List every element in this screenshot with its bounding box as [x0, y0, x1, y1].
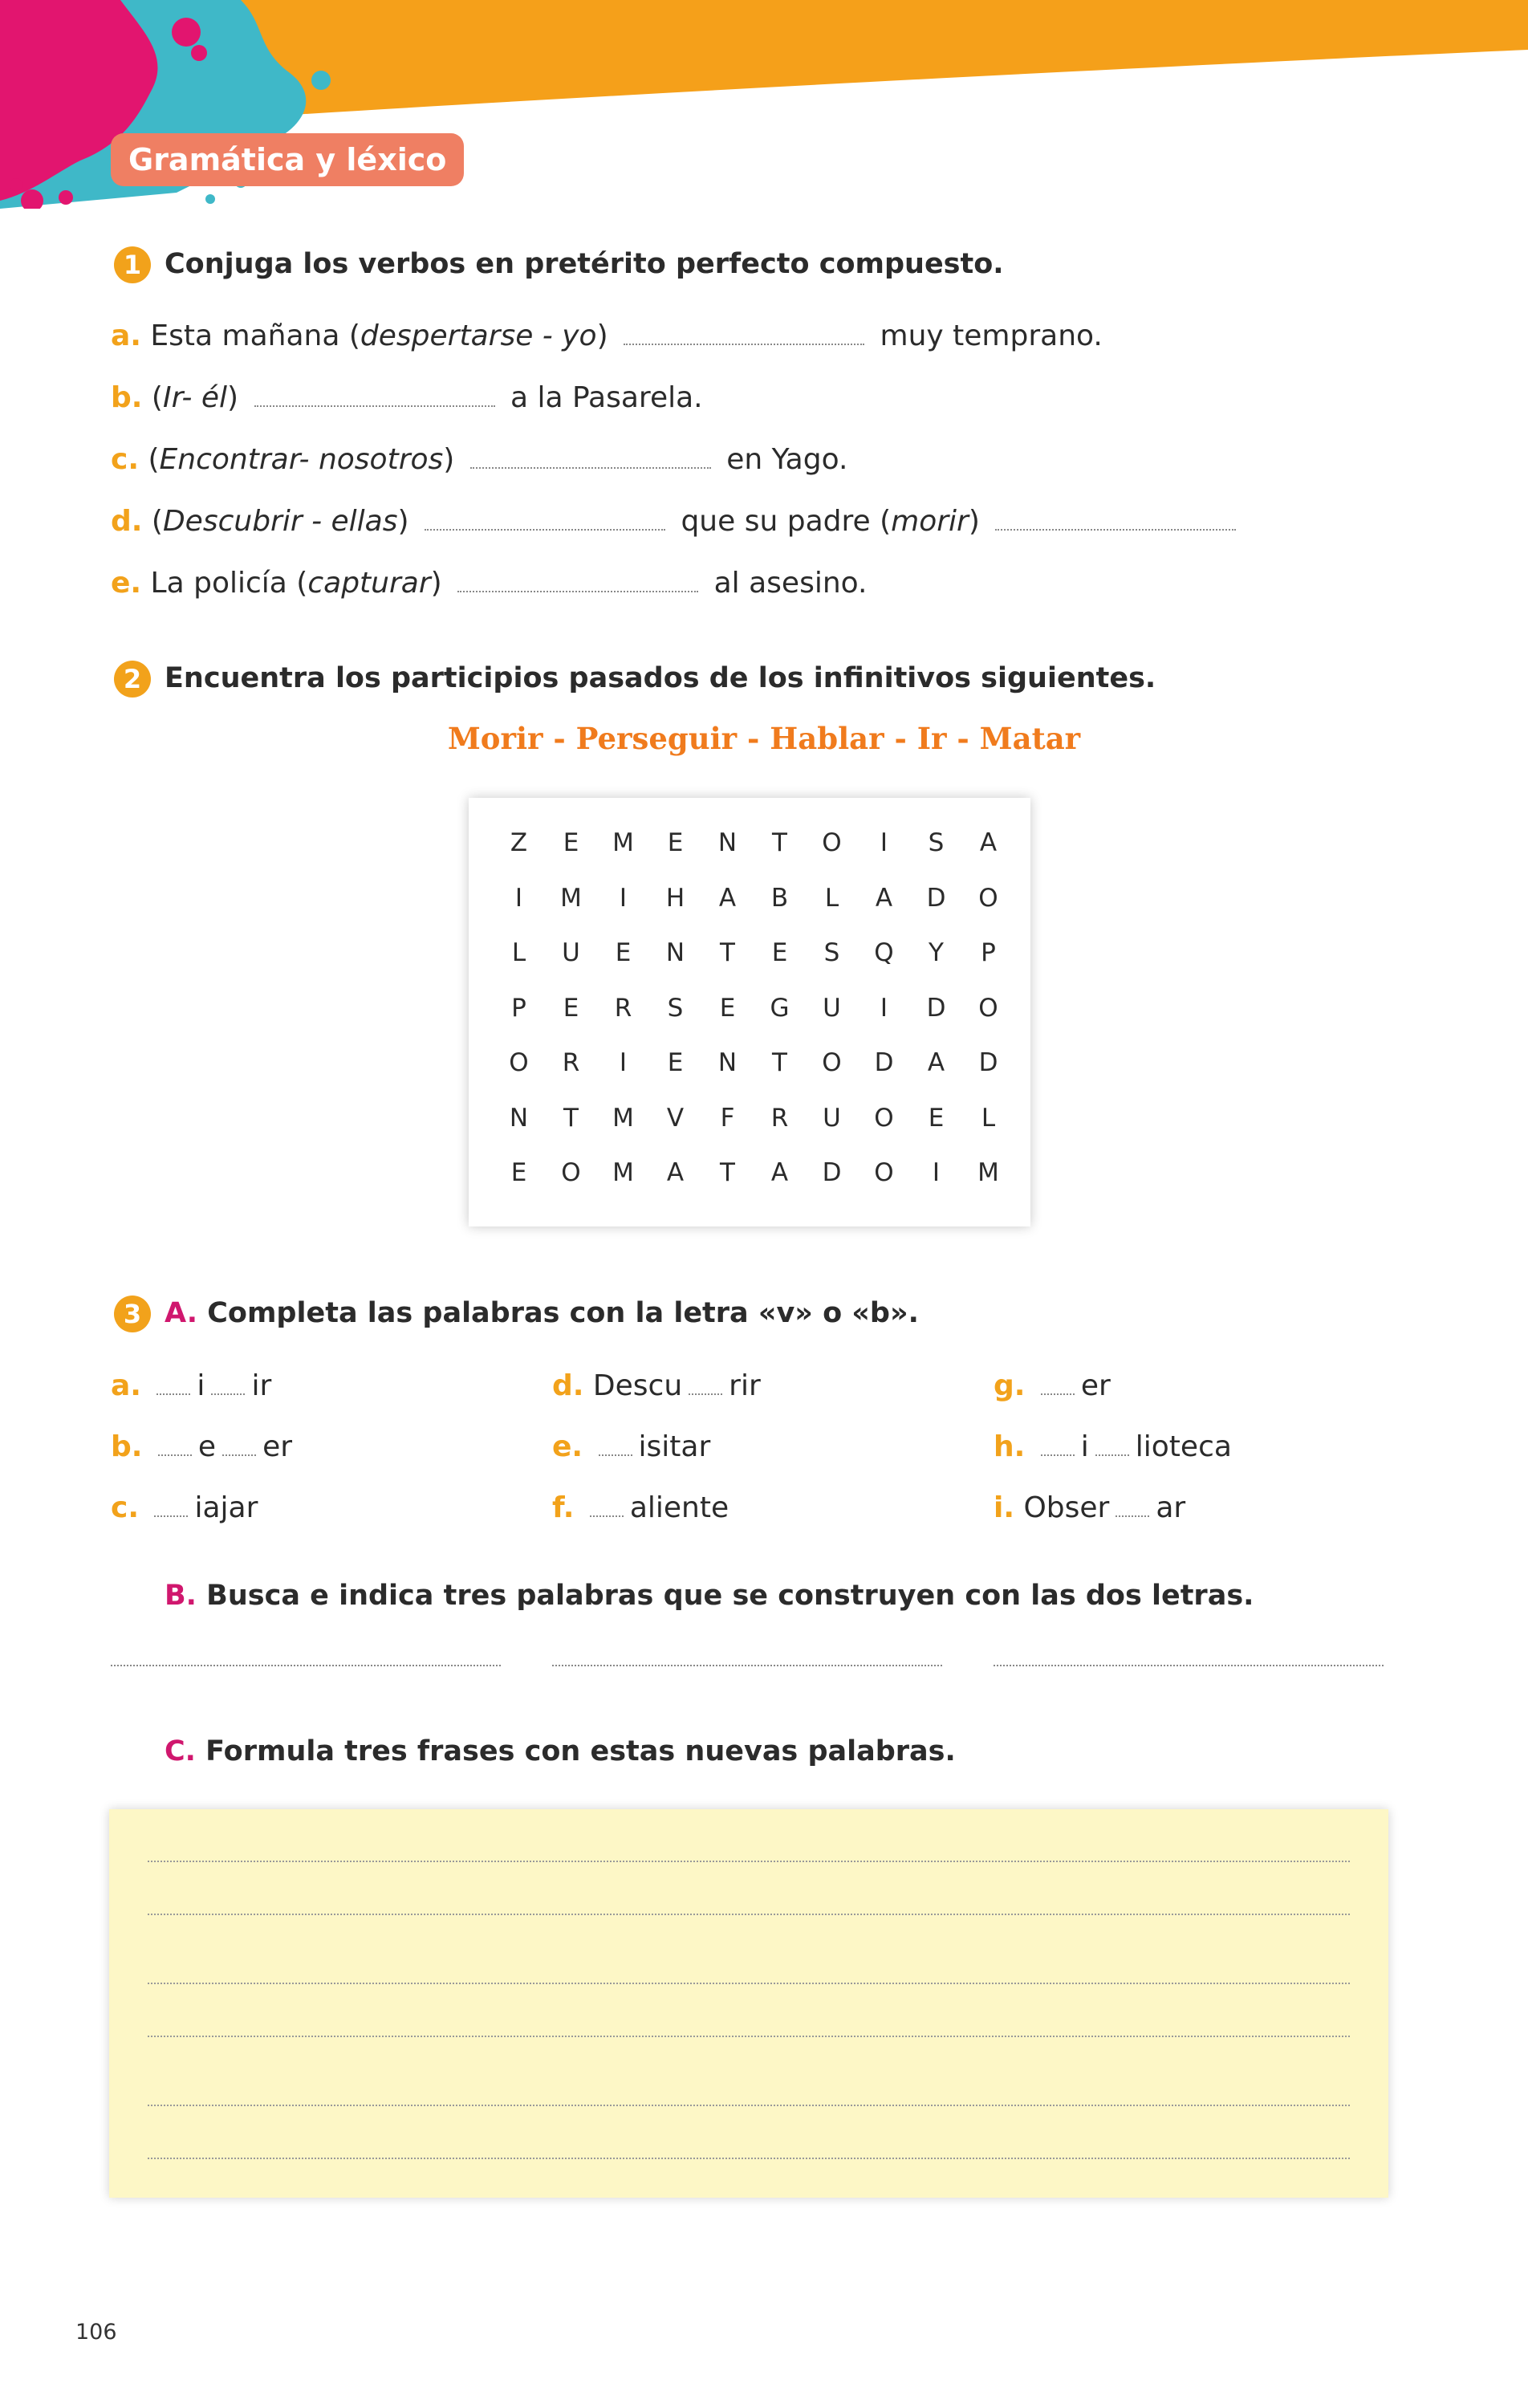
infinitives-list: Morir - Perseguir - Hablar - Ir - Matar: [447, 721, 1081, 756]
item-verb: despertarse - yo: [360, 319, 597, 352]
grid-cell[interactable]: T: [772, 828, 787, 857]
grid-cell[interactable]: R: [614, 993, 632, 1023]
item-text: aliente: [629, 1491, 729, 1524]
grid-cell[interactable]: E: [667, 1048, 684, 1077]
writing-line[interactable]: [148, 1861, 1350, 1862]
grid-cell[interactable]: Q: [874, 938, 894, 967]
answer-blank[interactable]: [624, 321, 864, 345]
item-verb: morir: [891, 505, 969, 538]
grid-cell[interactable]: E: [563, 828, 579, 857]
grid-cell[interactable]: P: [511, 993, 526, 1023]
section-title: Gramática y léxico: [111, 133, 464, 186]
grid-cell[interactable]: A: [979, 828, 998, 857]
grid-cell[interactable]: A: [927, 1048, 945, 1077]
letter-blank[interactable]: [590, 1495, 624, 1517]
grid-cell[interactable]: Y: [929, 938, 944, 967]
ex1-item-b: [111, 381, 703, 414]
answer-line[interactable]: [994, 1665, 1384, 1666]
exercise-2-title: Encuentra los participios pasados de los infinitivos siguientes.: [165, 662, 1156, 694]
exercise-3b-heading: [165, 1580, 1254, 1612]
writing-line[interactable]: [148, 1914, 1350, 1915]
grid-cell[interactable]: R: [562, 1048, 580, 1077]
item-letter: c.: [111, 443, 140, 476]
item-text: ): [443, 443, 455, 476]
grid-cell[interactable]: M: [612, 1103, 634, 1133]
grid-cell[interactable]: F: [720, 1103, 735, 1133]
grid-cell[interactable]: I: [880, 993, 888, 1023]
item-text: e: [197, 1430, 217, 1463]
grid-cell[interactable]: I: [619, 883, 628, 913]
grid-cell[interactable]: N: [717, 1048, 738, 1077]
item-text: ): [397, 505, 409, 538]
grid-cell[interactable]: D: [926, 993, 946, 1023]
exercise-3-number: 3: [114, 1296, 151, 1332]
grid-cell[interactable]: A: [875, 883, 893, 913]
answer-blank[interactable]: [425, 506, 665, 531]
grid-cell[interactable]: M: [612, 828, 634, 857]
grid-cell[interactable]: D: [822, 1158, 842, 1187]
grid-cell[interactable]: D: [874, 1048, 894, 1077]
item-letter: c.: [111, 1491, 140, 1524]
item-text: iajar: [194, 1491, 258, 1524]
grid-cell[interactable]: S: [928, 828, 945, 857]
answer-blank[interactable]: [995, 506, 1236, 531]
word-search-grid: [493, 822, 1014, 1207]
grid-cell[interactable]: I: [932, 1158, 941, 1187]
grid-cell[interactable]: G: [770, 993, 790, 1023]
exercise-2-number: 2: [114, 661, 151, 698]
grid-cell[interactable]: I: [880, 828, 888, 857]
letter-blank[interactable]: [1095, 1434, 1129, 1456]
item-letter: d.: [552, 1369, 584, 1402]
part-title: Formula tres frases con estas nuevas palabras.: [205, 1735, 956, 1767]
grid-cell[interactable]: D: [926, 883, 946, 913]
ex1-item-e: [111, 567, 868, 600]
item-letter: e.: [552, 1430, 583, 1463]
grid-cell[interactable]: T: [772, 1048, 787, 1077]
item-letter: d.: [111, 505, 143, 538]
grid-cell[interactable]: E: [563, 993, 579, 1023]
grid-cell[interactable]: T: [720, 938, 735, 967]
item-verb: Ir- él: [162, 381, 227, 414]
item-text: ): [596, 319, 608, 352]
letter-blank[interactable]: [156, 1373, 190, 1395]
item-letter: h.: [994, 1430, 1026, 1463]
grid-cell[interactable]: U: [823, 993, 841, 1023]
item-letter: g.: [994, 1369, 1026, 1402]
letter-blank[interactable]: [154, 1495, 188, 1517]
grid-cell[interactable]: P: [981, 938, 996, 967]
grid-cell[interactable]: T: [563, 1103, 579, 1133]
grid-cell[interactable]: T: [720, 1158, 735, 1187]
answer-blank[interactable]: [457, 568, 698, 592]
ex1-item-c: [111, 443, 847, 476]
grid-cell[interactable]: E: [771, 938, 788, 967]
item-text: en Yago.: [726, 443, 848, 476]
grid-cell[interactable]: L: [824, 883, 839, 913]
grid-cell[interactable]: N: [717, 828, 738, 857]
exercise-1-number: 1: [114, 246, 151, 283]
grid-cell[interactable]: O: [874, 1158, 894, 1187]
page-number: 106: [75, 2320, 117, 2345]
item-text: i: [1080, 1430, 1089, 1463]
item-text: ): [968, 505, 980, 538]
grid-cell[interactable]: I: [514, 883, 523, 913]
grid-cell[interactable]: O: [561, 1158, 581, 1187]
answer-blank[interactable]: [254, 383, 495, 407]
ex1-item-a: [111, 319, 1103, 352]
grid-cell[interactable]: Z: [510, 828, 528, 857]
grid-cell[interactable]: N: [509, 1103, 529, 1133]
letter-blank[interactable]: [222, 1434, 256, 1456]
grid-cell[interactable]: L: [981, 1103, 996, 1133]
item-text: que su padre (: [681, 505, 892, 538]
answer-line[interactable]: [111, 1665, 501, 1666]
item-text: ar: [1156, 1491, 1186, 1524]
item-letter: b.: [111, 381, 143, 414]
grid-cell[interactable]: D: [978, 1048, 998, 1077]
part-title: Completa las palabras con la letra «v» o «b».: [207, 1297, 919, 1329]
grid-cell[interactable]: S: [667, 993, 684, 1023]
grid-cell[interactable]: E: [928, 1103, 945, 1133]
grid-cell[interactable]: M: [612, 1158, 634, 1187]
item-text: ir: [251, 1369, 272, 1402]
grid-cell[interactable]: E: [719, 993, 736, 1023]
item-text: La policía (: [150, 567, 308, 600]
item-text: ): [430, 567, 442, 600]
letter-blank[interactable]: [211, 1373, 245, 1395]
ex3-item-i: [994, 1491, 1185, 1524]
grid-cell[interactable]: B: [770, 883, 789, 913]
exercise-3c-heading: [165, 1735, 956, 1767]
ex3-item-c: [111, 1491, 258, 1524]
item-letter: f.: [552, 1491, 575, 1524]
item-text: Obser: [1023, 1491, 1110, 1524]
grid-cell[interactable]: M: [977, 1158, 999, 1187]
ex1-item-d: [111, 505, 1242, 538]
part-letter: C.: [165, 1735, 196, 1767]
item-letter: a.: [111, 319, 141, 352]
letter-blank[interactable]: [158, 1434, 192, 1456]
part-letter: A.: [165, 1297, 198, 1329]
grid-cell[interactable]: R: [770, 1103, 789, 1133]
grid-cell[interactable]: I: [619, 1048, 628, 1077]
ex3-item-h: [994, 1430, 1232, 1463]
item-text: al asesino.: [713, 567, 868, 600]
item-verb: Encontrar- nosotros: [159, 443, 444, 476]
item-letter: a.: [111, 1369, 141, 1402]
part-letter: B.: [165, 1580, 197, 1612]
grid-cell[interactable]: N: [665, 938, 685, 967]
grid-cell[interactable]: A: [718, 883, 737, 913]
answer-blank[interactable]: [470, 445, 711, 469]
grid-cell[interactable]: O: [822, 828, 842, 857]
part-title: Busca e indica tres palabras que se construyen con las dos letras.: [206, 1580, 1254, 1612]
item-text: muy temprano.: [880, 319, 1103, 352]
grid-cell[interactable]: O: [978, 993, 998, 1023]
grid-cell[interactable]: M: [560, 883, 582, 913]
item-text: lioteca: [1135, 1430, 1232, 1463]
item-verb: capturar: [307, 567, 431, 600]
grid-cell[interactable]: L: [511, 938, 526, 967]
item-text: rir: [729, 1369, 761, 1402]
item-text: i: [197, 1369, 205, 1402]
letter-blank[interactable]: [1116, 1495, 1149, 1517]
grid-cell[interactable]: A: [666, 1158, 685, 1187]
writing-line[interactable]: [148, 1983, 1350, 1984]
grid-cell[interactable]: U: [562, 938, 580, 967]
item-letter: e.: [111, 567, 142, 600]
grid-cell[interactable]: O: [874, 1103, 894, 1133]
item-text: a la Pasarela.: [510, 381, 703, 414]
item-text: (: [148, 443, 160, 476]
letter-blank[interactable]: [689, 1373, 722, 1395]
word-search-card: [469, 798, 1030, 1226]
grid-cell[interactable]: O: [822, 1048, 842, 1077]
grid-cell[interactable]: E: [615, 938, 632, 967]
grid-cell[interactable]: O: [509, 1048, 529, 1077]
item-text: ): [227, 381, 239, 414]
item-text: (: [151, 505, 163, 538]
item-text: (: [151, 381, 163, 414]
item-letter: b.: [111, 1430, 143, 1463]
ex3-item-d: [552, 1369, 761, 1402]
grid-cell[interactable]: S: [823, 938, 840, 967]
grid-cell[interactable]: U: [823, 1103, 841, 1133]
grid-cell[interactable]: A: [770, 1158, 789, 1187]
ex3-item-a: [111, 1369, 271, 1402]
writing-line[interactable]: [148, 2105, 1350, 2106]
item-text: er: [262, 1430, 293, 1463]
grid-cell[interactable]: E: [667, 828, 684, 857]
exercise-3a-heading: [165, 1297, 919, 1329]
exercise-1-title: Conjuga los verbos en pretérito perfecto compuesto.: [165, 248, 1004, 280]
item-letter: i.: [994, 1491, 1015, 1524]
grid-cell[interactable]: V: [666, 1103, 685, 1133]
item-verb: Descubrir - ellas: [162, 505, 398, 538]
answer-line[interactable]: [552, 1665, 942, 1666]
ex3-item-e: [552, 1430, 710, 1463]
item-text: er: [1080, 1369, 1111, 1402]
item-text: Descu: [592, 1369, 683, 1402]
letter-blank[interactable]: [1041, 1434, 1075, 1456]
writing-line[interactable]: [148, 2036, 1350, 2037]
item-text: Esta mañana (: [150, 319, 360, 352]
writing-line[interactable]: [148, 2158, 1350, 2159]
grid-cell[interactable]: O: [978, 883, 998, 913]
ex3-item-f: [552, 1491, 729, 1524]
grid-cell[interactable]: E: [510, 1158, 527, 1187]
writing-area[interactable]: [109, 1809, 1388, 2198]
letter-blank[interactable]: [599, 1434, 632, 1456]
ex3-item-b: [111, 1430, 292, 1463]
grid-cell[interactable]: H: [665, 883, 685, 913]
item-text: isitar: [638, 1430, 711, 1463]
ex3-item-g: [994, 1369, 1111, 1402]
letter-blank[interactable]: [1041, 1373, 1075, 1395]
